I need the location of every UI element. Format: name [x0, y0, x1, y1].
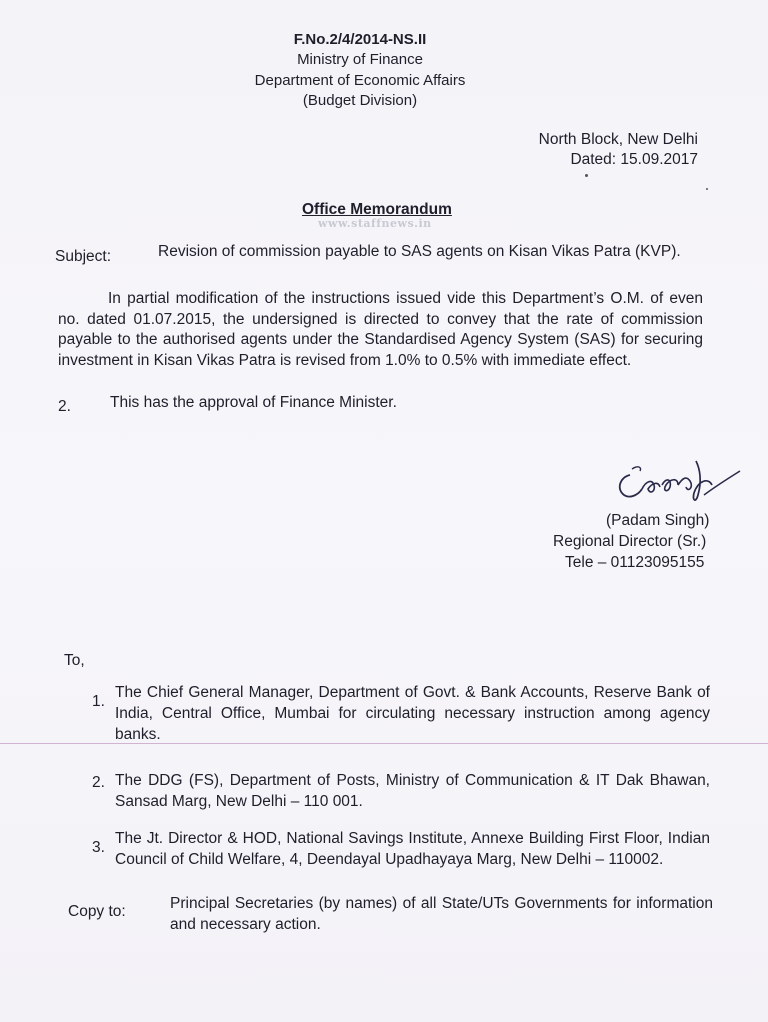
copy-to-text: Principal Secretaries (by names) of all State/UTs Governments for information and necessary action.: [170, 895, 713, 933]
file-number: F.No.2/4/2014-NS.II: [293, 31, 427, 48]
memo-title: Office Memorandum: [302, 201, 452, 218]
to-label: To,: [64, 652, 85, 669]
subject-label: Subject:: [55, 248, 112, 265]
watermark-text: www.staffnews.in: [318, 217, 432, 230]
speck-mark: [706, 188, 708, 190]
signatory-name: (Padam Singh): [606, 512, 710, 529]
recipient-2: The DDG (FS), Department of Posts, Ministry of Communication & IT Dak Bhawan, Sansad Marg, New Delhi – 110 001.: [115, 772, 710, 810]
horizontal-line: [0, 743, 768, 744]
paragraph-2-number: 2.: [58, 398, 71, 415]
recipient-1-number: 1.: [92, 693, 105, 710]
memo-date: Dated: 15.09.2017: [570, 151, 698, 168]
signatory-telephone: Tele – 01123095155: [565, 554, 705, 571]
recipient-1: The Chief General Manager, Department of Govt. & Bank Accounts, Reserve Bank of India, Central Office, Mumbai for circulating necessary instruction among agency banks.: [115, 684, 710, 743]
subject-text: Revision of commission payable to SAS agents on Kisan Vikas Patra (KVP).: [158, 243, 681, 260]
department-name: Department of Economic Affairs: [254, 72, 466, 89]
paragraph-1: In partial modification of the instructions issued vide this Department’s O.M. of even no. dated 01.07.2015, the undersigned is directed to convey that the rate of commission payable to the authorised agents under the Standardised Agency System (SAS) for securing investment in Kisan Vikas Patra is revised from 1.0% to 0.5% with immediate effect.: [58, 290, 703, 369]
speck-mark: [585, 174, 588, 177]
copy-to-label: Copy to:: [68, 903, 126, 920]
division-name: (Budget Division): [302, 92, 418, 109]
paragraph-2: This has the approval of Finance Minister.: [110, 394, 397, 411]
ministry-name: Ministry of Finance: [297, 51, 423, 68]
recipient-3: The Jt. Director & HOD, National Savings Institute, Annexe Building First Floor, Indian Council of Child Welfare, 4, Deendayal Upadhayaya Marg, New Delhi – 110002.: [115, 830, 710, 868]
recipient-3-number: 3.: [92, 839, 105, 856]
signatory-designation: Regional Director (Sr.): [553, 533, 707, 550]
recipient-2-number: 2.: [92, 774, 105, 791]
place-location: North Block, New Delhi: [538, 131, 698, 148]
